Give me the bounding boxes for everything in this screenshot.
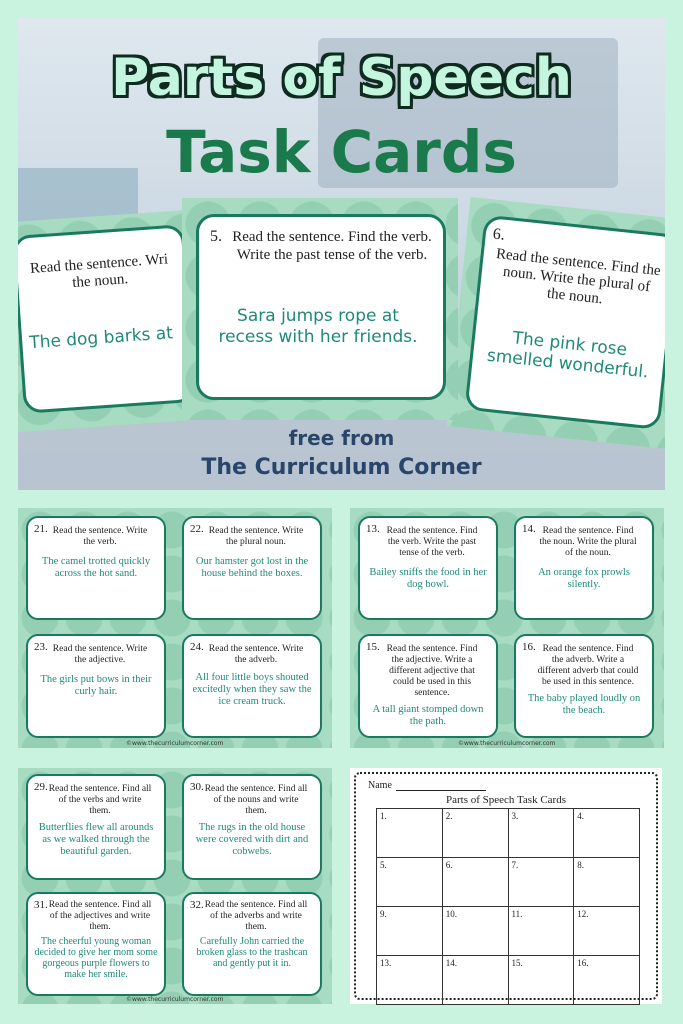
answer-cell: 14. <box>442 956 508 1005</box>
mini-card <box>182 892 322 996</box>
card-number: 14. <box>522 523 536 535</box>
card-sentence: Bailey sniffs the food in her dog bowl. <box>369 567 487 590</box>
card-instruction: Read the sentence. Wri the noun. <box>29 251 169 292</box>
card-number: 22. <box>190 523 204 535</box>
title-line-2: Task Cards <box>166 118 517 186</box>
answer-cell: 8. <box>574 858 640 907</box>
card-sentence: The dog barks at <box>28 323 174 354</box>
answer-cell: 5. <box>377 858 443 907</box>
card-instruction: Read the sentence. Write the verb. <box>52 526 148 547</box>
card-instruction: Read the sentence. Find all of the adjectives and write them. <box>48 900 152 932</box>
card-number: 32. <box>190 899 204 911</box>
card-sentence: A tall giant stomped down the path. <box>372 704 484 727</box>
mini-card <box>358 516 498 620</box>
answer-cell: 10. <box>442 907 508 956</box>
mini-card <box>514 634 654 738</box>
answer-cell: 12. <box>574 907 640 956</box>
card-instruction: Read the sentence. Find all of the nouns and write them. <box>204 784 308 816</box>
card-sentence: Our hamster got lost in the house behind the boxes. <box>195 556 309 579</box>
card-number: 23. <box>34 641 48 653</box>
mini-card <box>26 892 166 996</box>
card-number: 30. <box>190 781 204 793</box>
card-panel-13-16 <box>350 508 664 748</box>
card-instruction: Read the sentence. Find the adjective. Write a different adjective that could be used in this sentence. <box>386 644 478 698</box>
card-number: 16. <box>522 641 536 653</box>
mini-card <box>182 516 322 620</box>
card-number: 21. <box>34 523 48 535</box>
card-sentence: The rugs in the old house were covered with dirt and cobwebs. <box>195 822 309 857</box>
answer-cell: 13. <box>377 956 443 1005</box>
card-number: 13. <box>366 523 380 535</box>
card-instruction: Read the sentence. Find the verb. Write the past tense of the verb. <box>386 526 478 558</box>
answer-sheet <box>350 768 662 1004</box>
source-text: The Curriculum Corner <box>201 455 482 480</box>
card-instruction: Read the sentence. Write the adverb. <box>208 644 304 665</box>
card-sentence: Sara jumps rope at recess with her friends. <box>218 306 418 347</box>
mini-card <box>182 774 322 880</box>
answer-cell: 4. <box>574 809 640 858</box>
mini-card <box>514 516 654 620</box>
card-instruction: Read the sentence. Find all of the adverbs and write them. <box>204 900 308 932</box>
card-number: 29. <box>34 781 48 793</box>
mini-card <box>182 634 322 738</box>
sheet-title: Parts of Speech Task Cards <box>445 794 566 806</box>
card-sentence: The camel trotted quickly across the hot sand. <box>41 556 151 579</box>
card-sentence: The cheerful young woman decided to give her mom some gorgeous purple flowers to make her smile. <box>34 936 158 980</box>
card-instruction: Read the sentence. Find the adverb. Write a different adverb that could be used in this sentence. <box>537 644 639 687</box>
card-sentence: Butterflies flew all arounds as we walked through the beautiful garden. <box>38 822 154 857</box>
card-sentence: The girls put bows in their curly hair. <box>40 674 152 697</box>
card-instruction: Read the sentence. Write the plural noun. <box>208 526 304 547</box>
free-from-text: free from <box>288 426 395 450</box>
card-sentence: Carefully John carried the broken glass to the trashcan and gently put it in. <box>196 936 308 969</box>
card-number: 24. <box>190 641 204 653</box>
answer-cell: 11. <box>508 907 574 956</box>
mini-card <box>358 634 498 738</box>
card-number: 6. <box>491 225 506 244</box>
name-label: Name <box>368 780 392 791</box>
hero-banner <box>18 18 665 490</box>
answer-grid <box>376 808 640 1005</box>
answer-cell: 3. <box>508 809 574 858</box>
answer-cell: 2. <box>442 809 508 858</box>
task-card-left <box>18 210 205 433</box>
card-instruction: Read the sentence. Find all of the verbs and write them. <box>48 784 152 816</box>
card-sentence: The baby played loudly on the beach. <box>527 693 641 716</box>
task-card-right <box>447 197 665 449</box>
card-sentence: An orange fox prowls silently. <box>538 567 630 590</box>
mini-card <box>26 634 166 738</box>
card-number: 5. <box>210 228 222 245</box>
card-instruction: Read the sentence. Write the adjective. <box>52 644 148 665</box>
card-number: 15. <box>366 641 380 653</box>
card-number: 31. <box>34 899 48 911</box>
card-instruction: Read the sentence. Find the noun. Write the plural of the noun. <box>539 526 637 558</box>
card-instruction: Read the sentence. Find the noun. Write the plural of the noun. <box>495 246 662 308</box>
task-card-center <box>182 198 458 420</box>
card-sentence: The pink rose smelled wonderful. <box>486 328 650 383</box>
panel-footer: ©www.thecurriculumcorner.com <box>458 740 556 747</box>
panel-footer: ©www.thecurriculumcorner.com <box>126 740 224 747</box>
answer-cell: 15. <box>508 956 574 1005</box>
card-sentence: All four little boys shouted excitedly when they saw the ice cream truck. <box>192 672 312 707</box>
answer-cell: 1. <box>377 809 443 858</box>
answer-cell: 6. <box>442 858 508 907</box>
panel-footer: ©www.thecurriculumcorner.com <box>126 996 224 1003</box>
mini-card <box>26 516 166 620</box>
title-line-1: Parts of Speech <box>111 48 572 108</box>
card-panel-21-24 <box>18 508 332 748</box>
answer-cell: 7. <box>508 858 574 907</box>
answer-cell: 9. <box>377 907 443 956</box>
card-instruction: Read the sentence. Find the verb. Write the past tense of the verb. <box>232 229 432 263</box>
name-line <box>396 790 486 791</box>
card-panel-29-32 <box>18 768 332 1004</box>
mini-card <box>26 774 166 880</box>
answer-cell: 16. <box>574 956 640 1005</box>
